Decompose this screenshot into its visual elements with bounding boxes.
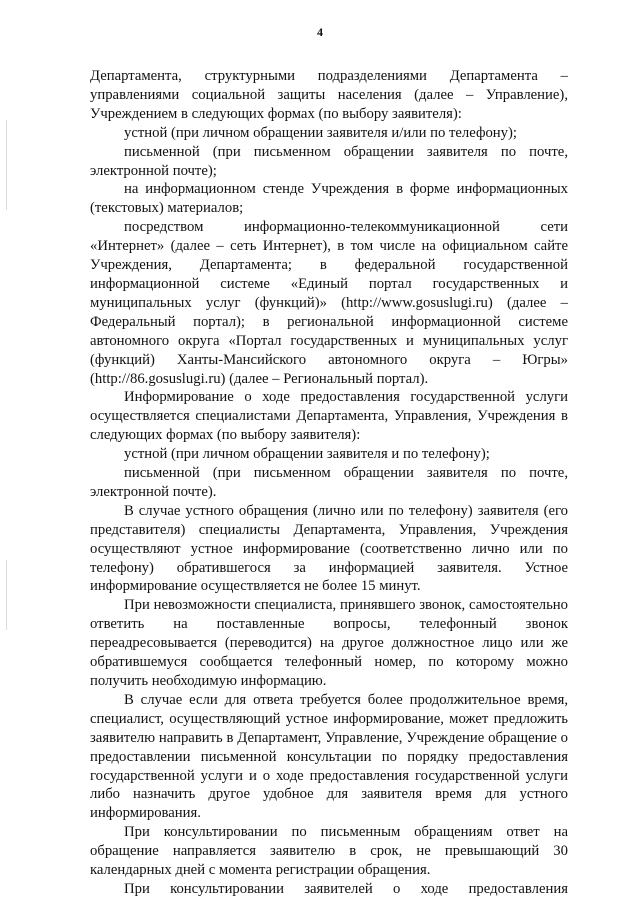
paragraph: В случае если для ответа требуется более продолжительное время, специалист, осуществляющий устное информирование, может предложить заявителю направить в Департамент, Управление, Учреждение обращение о предоставлении письменной консультации по порядку предоставления государственной услуги и о ходе предоставления государственной услуги либо назначить другое удобное для заявителя время для устного информирования. bbox=[90, 691, 568, 822]
paragraph: При консультировании по письменным обращениям ответ на обращение направляется заявителю в срок, не превышающий 30 календарных дней с момента регистрации обращения. bbox=[90, 824, 568, 879]
scan-edge-mark bbox=[6, 120, 7, 210]
paragraph: Информирование о ходе предоставления государственной услуги осуществляется специалистами Департамента, Управления, Учреждения в следующих формах (по выбору заявителя): bbox=[90, 389, 568, 444]
paragraph: В случае устного обращения (лично или по телефону) заявителя (его представителя) специалисты Департамента, Управления, Учреждения осуществляют устное информирование (соответственно лично или по телефону) обратившегося за информацией заявителя. Устное информирование осуществляется не более 15 минут. bbox=[90, 502, 568, 595]
paragraph: на информационном стенде Учреждения в форме информационных (текстовых) материалов; bbox=[90, 181, 568, 217]
paragraph: устной (при личном обращении заявителя и по телефону); bbox=[124, 446, 490, 463]
document-body bbox=[90, 67, 568, 899]
scan-edge-mark bbox=[6, 560, 7, 630]
paragraph: При консультировании заявителей о ходе предоставления bbox=[124, 880, 568, 897]
paragraph: посредством информационно-телекоммуникационной сети «Интернет» (далее – сеть Интернет), в том числе на официальном сайте Учреждения, Департамента; в федеральной государственной информационной системе «Единый портал государственных и муниципальных услуг (функций)» (http://www.gosuslugi.ru) (далее – Федеральный портал); в региональной информационной системе автономного округа «Портал государственных и муниципальных услуг (функций) Ханты-Мансийского автономного округа – Югры» (http://86.gosuslugi.ru) (далее – Региональный портал). bbox=[90, 219, 568, 387]
paragraph: письменной (при письменном обращении заявителя по почте, электронной почте). bbox=[90, 465, 568, 500]
page-number: 4 bbox=[317, 25, 323, 39]
paragraph: При невозможности специалиста, принявшего звонок, самостоятельно ответить на поставленные вопросы, телефонный звонок переадресовывается (переводится) на другое должностное лицо или же обратившемуся сообщается телефонный номер, по которому можно получить необходимую информацию. bbox=[90, 597, 568, 689]
paragraph: устной (при личном обращении заявителя и/или по телефону); bbox=[124, 124, 517, 141]
paragraph: Департамента, структурными подразделениями Департамента – управлениями социальной защиты населения (далее – Управление), Учреждением в следующих формах (по выбору заявителя): bbox=[90, 68, 568, 122]
paragraph: письменной (при письменном обращении заявителя по почте, электронной почте); bbox=[90, 143, 568, 179]
